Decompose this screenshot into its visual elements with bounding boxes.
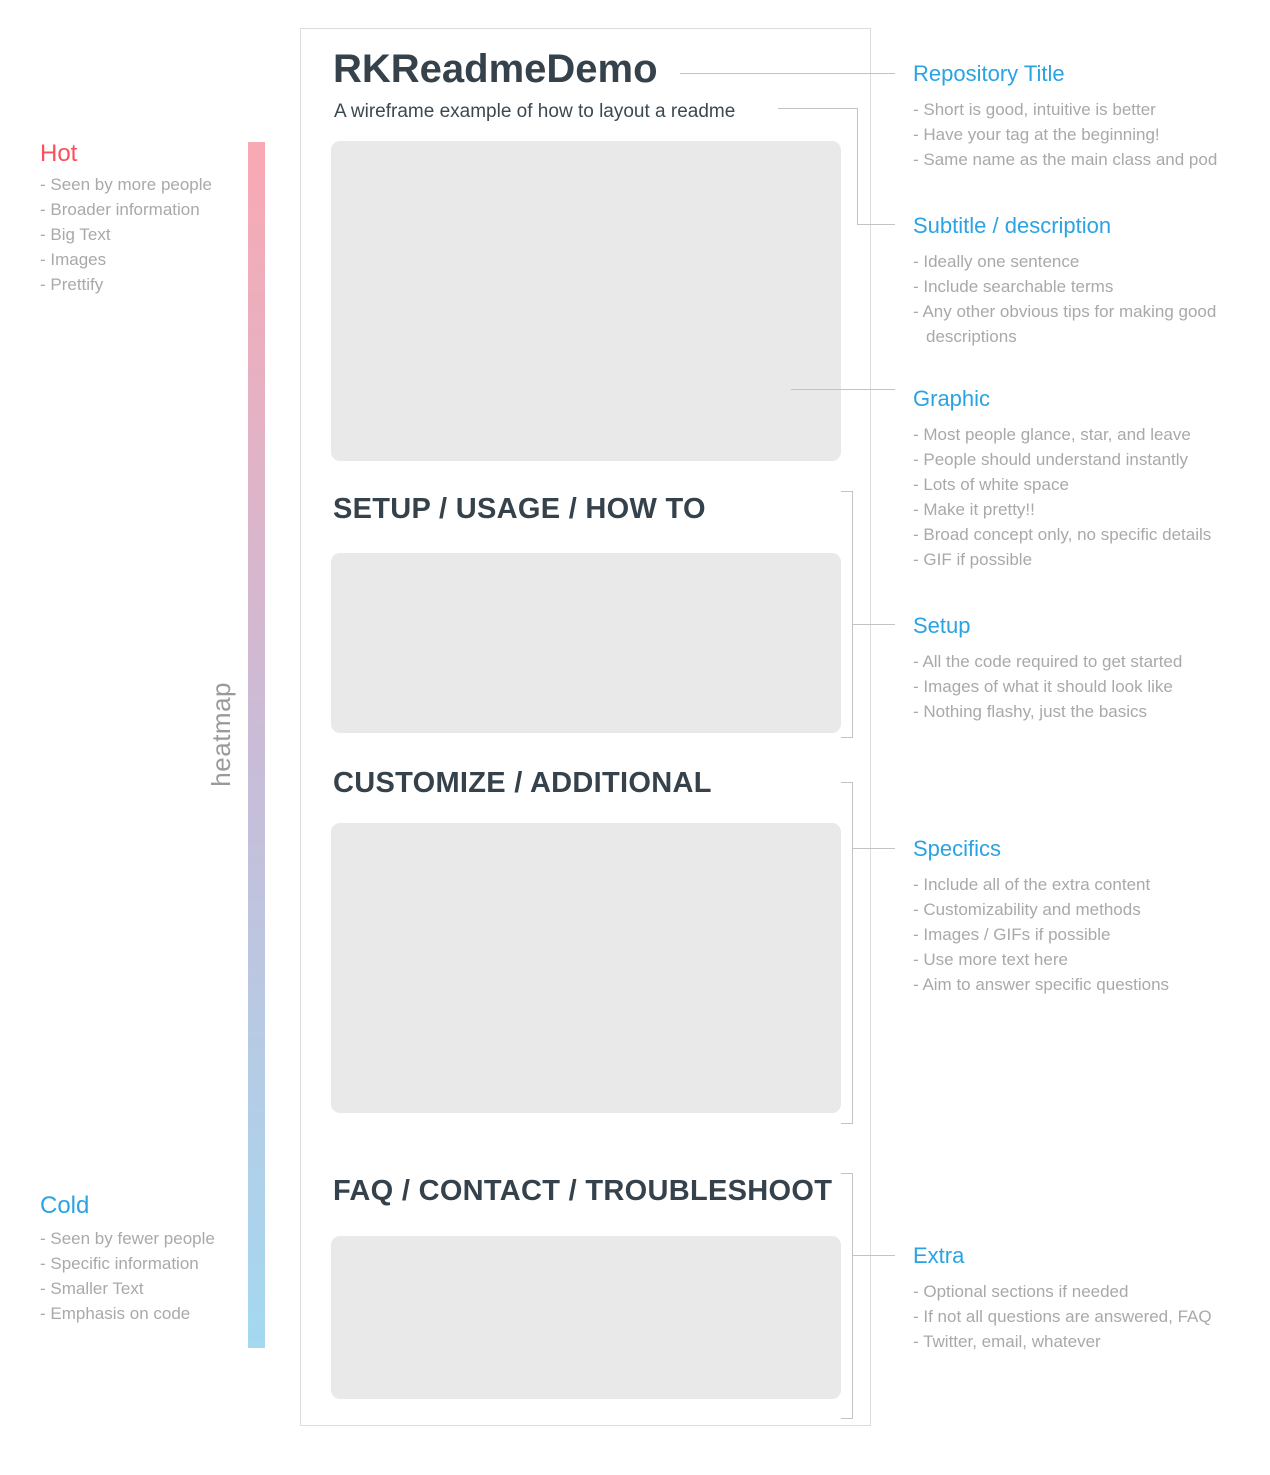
annotation-bullet: - Have your tag at the beginning! (913, 125, 1160, 144)
annotation-bullet: - Images of what it should look like (913, 677, 1173, 696)
hot-bullet: - Broader information (40, 200, 200, 219)
connector-title (680, 73, 895, 74)
annotation-bullet: - Same name as the main class and pod (913, 150, 1218, 169)
cold-label: Cold (40, 1192, 90, 1219)
readme-page-mockup (300, 28, 871, 1426)
annotation-setup (913, 615, 1263, 724)
repository-subtitle: A wireframe example of how to layout a readme (334, 101, 736, 122)
annotation-subtitle-description (913, 215, 1263, 349)
annotation-bullet: - Customizability and methods (913, 900, 1141, 919)
annotation-bullet: - Broad concept only, no specific details (913, 525, 1212, 544)
connector-extra (852, 1255, 895, 1256)
connector-subtitle-horizontal (778, 108, 858, 109)
section-heading-faq: FAQ / CONTACT / TROUBLESHOOT (333, 1175, 833, 1207)
annotation-heading: Graphic (913, 386, 991, 411)
hot-bullet-list (40, 172, 212, 297)
annotation-heading: Repository Title (913, 61, 1065, 86)
connector-graphic (791, 389, 895, 390)
annotation-bullet: - If not all questions are answered, FAQ (913, 1307, 1212, 1326)
annotation-bullet: - Short is good, intuitive is better (913, 100, 1156, 119)
annotation-bullet: - All the code required to get started (913, 652, 1183, 671)
annotation-bullet: - Include all of the extra content (913, 875, 1151, 894)
hot-bullet: - Images (40, 250, 107, 269)
annotation-bullet: - Use more text here (913, 950, 1068, 969)
heatmap-axis-label: heatmap (206, 682, 236, 787)
hot-bullet: - Seen by more people (40, 175, 212, 194)
bracket-setup (841, 491, 853, 738)
bracket-extra (841, 1173, 853, 1419)
section-heading-customize: CUSTOMIZE / ADDITIONAL (333, 767, 712, 799)
annotation-bullet: - Aim to answer specific questions (913, 975, 1170, 994)
annotation-bullet: - Optional sections if needed (913, 1282, 1129, 1301)
connector-subtitle-stub (857, 224, 895, 225)
annotation-heading: Subtitle / description (913, 213, 1112, 238)
cold-bullet: - Smaller Text (40, 1279, 144, 1298)
heatmap-gradient-bar (248, 142, 265, 1348)
hot-bullet: - Big Text (40, 225, 111, 244)
annotation-specifics (913, 838, 1263, 997)
annotation-bullet: - Most people glance, star, and leave (913, 425, 1191, 444)
annotation-extra (913, 1245, 1263, 1354)
annotation-heading: Specifics (913, 836, 1002, 861)
annotation-bullet: - Make it pretty!! (913, 500, 1035, 519)
hot-label: Hot (40, 140, 78, 167)
annotation-repository-title (913, 63, 1263, 172)
annotation-heading: Setup (913, 613, 971, 638)
annotation-bullet: - Include searchable terms (913, 277, 1114, 296)
annotation-bullet: - GIF if possible (913, 550, 1033, 569)
annotation-bullet: - Any other obvious tips for making good descriptions (913, 302, 1217, 346)
placeholder-box-setup (331, 553, 841, 733)
annotation-bullet: - Ideally one sentence (913, 252, 1080, 271)
annotation-bullet: - Lots of white space (913, 475, 1069, 494)
cold-bullet-list (40, 1226, 215, 1326)
hot-bullet: - Prettify (40, 275, 104, 294)
bracket-specifics (841, 782, 853, 1124)
annotation-bullet: - People should understand instantly (913, 450, 1189, 469)
annotation-graphic (913, 388, 1263, 572)
connector-specifics (852, 848, 895, 849)
annotation-bullet: - Images / GIFs if possible (913, 925, 1111, 944)
annotation-bullet: - Twitter, email, whatever (913, 1332, 1101, 1351)
cold-bullet: - Emphasis on code (40, 1304, 191, 1323)
annotation-heading: Extra (913, 1243, 965, 1268)
connector-subtitle-vertical (857, 108, 858, 225)
section-heading-setup: SETUP / USAGE / HOW TO (333, 493, 706, 525)
placeholder-box-faq (331, 1236, 841, 1399)
cold-bullet: - Seen by fewer people (40, 1229, 215, 1248)
placeholder-box-graphic (331, 141, 841, 461)
cold-bullet: - Specific information (40, 1254, 199, 1273)
connector-setup (852, 624, 895, 625)
placeholder-box-customize (331, 823, 841, 1113)
annotation-bullet: - Nothing flashy, just the basics (913, 702, 1148, 721)
repository-title: RKReadmeDemo (333, 47, 658, 91)
